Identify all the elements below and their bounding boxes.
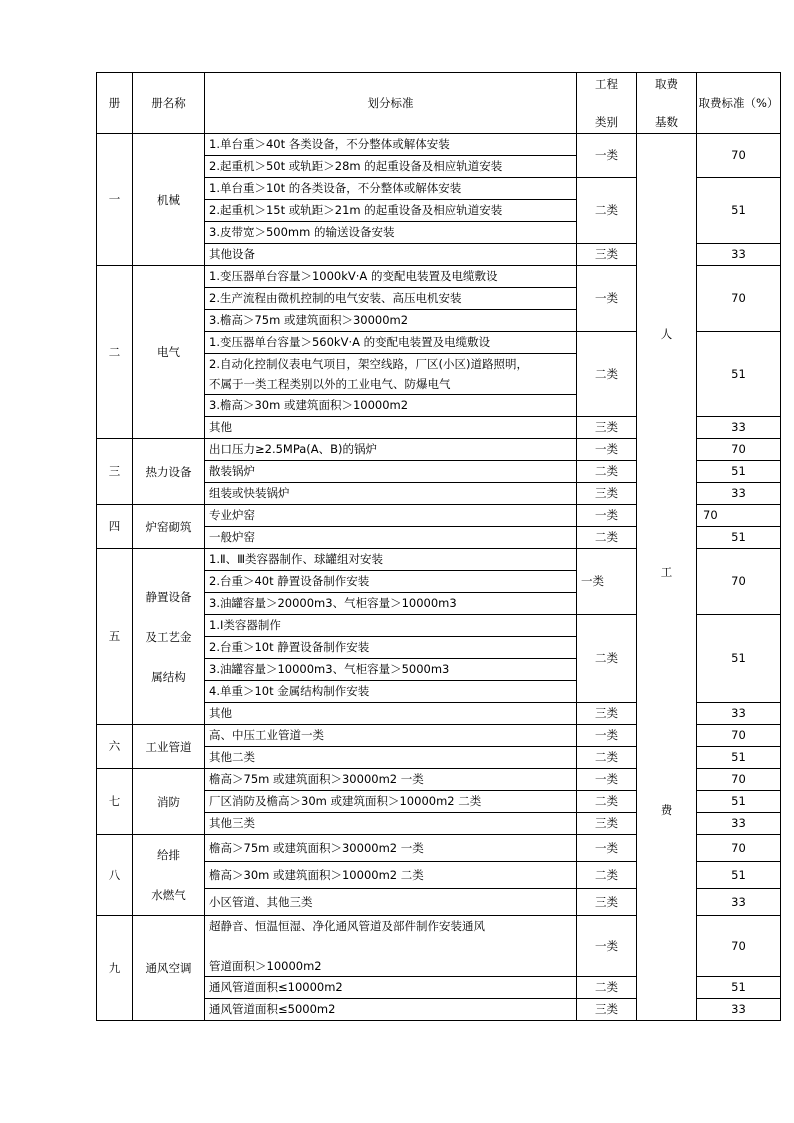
book-number: 四 xyxy=(97,505,133,549)
category-cell: 三类 xyxy=(577,813,637,835)
book-number: 七 xyxy=(97,769,133,835)
criteria-cell: 小区管道、其他三类 xyxy=(205,889,577,916)
category-cell: 一类 xyxy=(577,505,637,527)
category-cell: 一类 xyxy=(577,134,637,178)
book-name-line: 及工艺金 xyxy=(145,629,192,644)
category-cell: 二类 xyxy=(577,527,637,549)
book-name-line: 电气 xyxy=(157,345,180,359)
category-cell: 一类 xyxy=(577,916,637,977)
book-name xyxy=(133,549,205,725)
fee-rate-cell: 70 xyxy=(697,134,781,178)
criteria-cell: 出口压力≥2.5MPa(A、B)的锅炉 xyxy=(205,439,577,461)
criteria-cell: 组装或快装锅炉 xyxy=(205,483,577,505)
category-cell: 二类 xyxy=(577,977,637,999)
criteria-cell: 2.起重机＞15t 或轨距＞21m 的起重设备及相应轨道安装 xyxy=(205,200,577,222)
fee-rate-cell: 33 xyxy=(697,813,781,835)
fee-rate-cell: 70 xyxy=(697,439,781,461)
book-name-line: 工业管道 xyxy=(145,739,192,754)
header-basis xyxy=(637,73,697,134)
book-name xyxy=(133,835,205,916)
fee-rate-cell: 33 xyxy=(697,483,781,505)
book-name-line: 水燃气 xyxy=(151,888,186,902)
criteria-cell: 其他二类 xyxy=(205,747,577,769)
fee-rate-cell: 70 xyxy=(697,835,781,862)
category-cell: 二类 xyxy=(577,791,637,813)
book-name xyxy=(133,439,205,505)
book-name-line: 属结构 xyxy=(151,669,186,684)
criteria-cell: 3.皮带宽＞500mm 的输送设备安装 xyxy=(205,222,577,244)
criteria-cell: 2.台重＞40t 静置设备制作安装 xyxy=(205,571,577,593)
fee-rate-cell: 70 xyxy=(697,505,781,527)
book-name xyxy=(133,505,205,549)
category-cell: 三类 xyxy=(577,483,637,505)
book-name-line: 静置设备 xyxy=(145,589,192,604)
fee-rate-cell: 70 xyxy=(697,916,781,977)
header-basis-line-1: 取费 xyxy=(655,77,678,91)
criteria-cell: 檐高＞75m 或建筑面积＞30000m2 一类 xyxy=(205,769,577,791)
category-cell: 二类 xyxy=(577,461,637,483)
category-cell: 二类 xyxy=(577,615,637,703)
book-name-line: 热力设备 xyxy=(145,464,192,479)
criteria-cell: 3.油罐容量＞20000m3、气柜容量＞10000m3 xyxy=(205,593,577,615)
header-book: 册 xyxy=(97,73,133,134)
category-cell: 一类 xyxy=(577,725,637,747)
fee-rate-cell: 51 xyxy=(697,862,781,889)
book-number: 八 xyxy=(97,835,133,916)
criteria-cell: 2.生产流程由微机控制的电气安装、高压电机安装 xyxy=(205,288,577,310)
criteria-cell: 2.起重机＞50t 或轨距＞28m 的起重设备及相应轨道安装 xyxy=(205,156,577,178)
header-category-line-1: 工程 xyxy=(595,77,618,91)
book-name-line: 消防 xyxy=(157,794,180,809)
category-cell: 三类 xyxy=(577,889,637,916)
criteria-cell: 4.单重＞10t 金属结构制作安装 xyxy=(205,681,577,703)
criteria-cell: 檐高＞75m 或建筑面积＞30000m2 一类 xyxy=(205,835,577,862)
fee-rate-cell: 51 xyxy=(697,527,781,549)
criteria-cell: 3.檐高＞30m 或建筑面积＞10000m2 xyxy=(205,395,577,417)
criteria-cell: 其他 xyxy=(205,417,577,439)
header-basis-line-2: 基数 xyxy=(655,115,678,129)
criteria-cell: 散装锅炉 xyxy=(205,461,577,483)
criteria-cell: 通风管道面积≤10000m2 xyxy=(205,977,577,999)
fee-rate-cell: 51 xyxy=(697,747,781,769)
criteria-cell: 高、中压工业管道一类 xyxy=(205,725,577,747)
book-name xyxy=(133,134,205,266)
criteria-cell: 其他三类 xyxy=(205,813,577,835)
criteria-cell xyxy=(205,916,577,977)
book-number: 三 xyxy=(97,439,133,505)
fee-basis-char: 费 xyxy=(660,803,673,817)
criteria-cell: 厂区消防及檐高＞30m 或建筑面积＞10000m2 二类 xyxy=(205,791,577,813)
book-name xyxy=(133,769,205,835)
book-name xyxy=(133,916,205,1021)
fee-rate-cell: 70 xyxy=(697,266,781,332)
criteria-cell: 3.油罐容量＞10000m3、气柜容量＞5000m3 xyxy=(205,659,577,681)
book-name-line: 机械 xyxy=(157,192,180,207)
header-category-line-2: 类别 xyxy=(595,115,618,129)
category-cell: 三类 xyxy=(577,417,637,439)
book-number: 五 xyxy=(97,549,133,725)
criteria-cell: 专业炉窑 xyxy=(205,505,577,527)
fee-rate-cell: 51 xyxy=(697,332,781,417)
category-cell: 一类 xyxy=(577,769,637,791)
book-number: 二 xyxy=(97,266,133,439)
category-cell: 二类 xyxy=(577,862,637,889)
criteria-cell: 1.Ⅰ类容器制作 xyxy=(205,615,577,637)
category-cell: 二类 xyxy=(577,747,637,769)
table-row xyxy=(97,134,781,156)
fee-rate-cell: 51 xyxy=(697,461,781,483)
criteria-cell: 3.檐高＞75m 或建筑面积＞30000m2 xyxy=(205,310,577,332)
book-name-line: 给排 xyxy=(157,848,180,862)
header-row xyxy=(97,73,781,134)
header-book-name: 册名称 xyxy=(133,73,205,134)
fee-rate-cell: 33 xyxy=(697,244,781,266)
criteria-cell: 1.变压器单台容量＞560kV·A 的变配电装置及电缆敷设 xyxy=(205,332,577,354)
category-cell: 一类 xyxy=(577,549,637,615)
criteria-cell: 一般炉窑 xyxy=(205,527,577,549)
category-cell: 三类 xyxy=(577,703,637,725)
fee-rate-cell: 70 xyxy=(697,725,781,747)
criteria-cell: 1.单台重＞10t 的各类设备，不分整体或解体安装 xyxy=(205,178,577,200)
fee-basis-char: 工 xyxy=(660,565,673,579)
category-cell: 三类 xyxy=(577,999,637,1021)
category-cell: 一类 xyxy=(577,439,637,461)
book-number: 六 xyxy=(97,725,133,769)
fee-rate-cell: 51 xyxy=(697,977,781,999)
criteria-cell: 2.台重＞10t 静置设备制作安装 xyxy=(205,637,577,659)
fee-rate-cell: 51 xyxy=(697,791,781,813)
book-name-line: 通风空调 xyxy=(145,961,192,975)
fee-rate-cell: 51 xyxy=(697,615,781,703)
fee-rate-cell: 33 xyxy=(697,999,781,1021)
category-cell: 三类 xyxy=(577,244,637,266)
fee-rate-cell: 33 xyxy=(697,889,781,916)
criteria-cell: 1.变压器单台容量＞1000kV·A 的变配电装置及电缆敷设 xyxy=(205,266,577,288)
criteria-line: 超静音、恒温恒湿、净化通风管道及部件制作安装通风 xyxy=(209,919,485,933)
fee-rate-cell: 33 xyxy=(697,703,781,725)
book-name xyxy=(133,725,205,769)
book-number: 九 xyxy=(97,916,133,1021)
category-cell: 一类 xyxy=(577,835,637,862)
header-rate: 取费标准（%） xyxy=(697,73,781,134)
criteria-cell: 其他 xyxy=(205,703,577,725)
book-number: 一 xyxy=(97,134,133,266)
criteria-cell: 1.单台重＞40t 各类设备，不分整体或解体安装 xyxy=(205,134,577,156)
fee-basis-cell xyxy=(637,134,697,1021)
category-cell: 二类 xyxy=(577,178,637,244)
fee-rate-cell: 33 xyxy=(697,417,781,439)
header-criteria: 划分标准 xyxy=(205,73,577,134)
fee-basis-char: 人 xyxy=(660,327,673,341)
criteria-line: 管道面积＞10000m2 xyxy=(209,959,322,973)
book-name-line: 炉窑砌筑 xyxy=(145,519,192,534)
criteria-line: 不属于一类工程类别以外的工业电气、防爆电气 xyxy=(209,377,451,391)
category-cell: 二类 xyxy=(577,332,637,417)
criteria-cell: 其他设备 xyxy=(205,244,577,266)
criteria-cell xyxy=(205,354,577,395)
fee-standard-table xyxy=(96,72,781,1021)
criteria-cell: 1.Ⅱ、Ⅲ类容器制作、球罐组对安装 xyxy=(205,549,577,571)
book-name xyxy=(133,266,205,439)
fee-rate-cell: 70 xyxy=(697,769,781,791)
criteria-line: 2.自动化控制仪表电气项目，架空线路，厂区(小区)道路照明， xyxy=(209,357,528,371)
header-category xyxy=(577,73,637,134)
fee-rate-cell: 70 xyxy=(697,549,781,615)
criteria-cell: 通风管道面积≤5000m2 xyxy=(205,999,577,1021)
criteria-cell: 檐高＞30m 或建筑面积＞10000m2 二类 xyxy=(205,862,577,889)
category-cell: 一类 xyxy=(577,266,637,332)
fee-rate-cell: 51 xyxy=(697,178,781,244)
